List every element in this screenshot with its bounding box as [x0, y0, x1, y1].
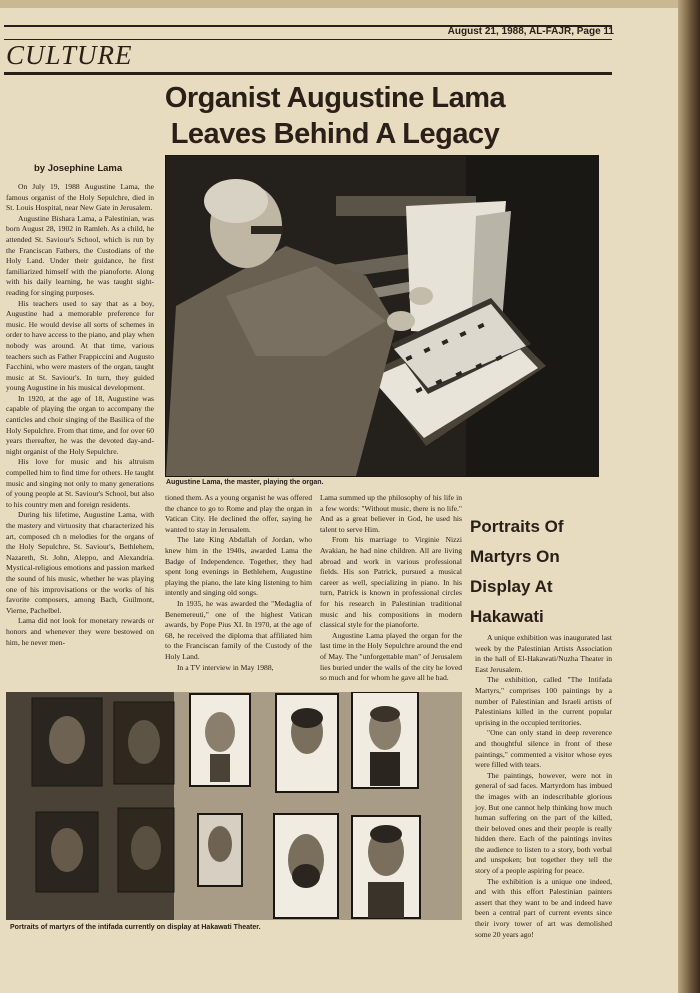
martyrs-portraits-photo: [6, 692, 462, 920]
article-column-2: [165, 493, 312, 673]
paragraph: In 1920, at the age of 18, Augustine was capable of playing the organ to accompany the canticles and choir singing of the Basilica of the Holy Sepulchre. From that time, and for over 60 years thereafter, he was the devoted day-and-night organist of the Holy Sepulchre.: [6, 393, 154, 456]
organist-photo-illustration: [166, 156, 598, 476]
headline-line-2: Leaves Behind A Legacy: [170, 118, 500, 150]
section-rule: [4, 72, 612, 75]
paragraph: In a TV interview in May 1988,: [177, 662, 274, 672]
organist-photo: [165, 155, 599, 477]
article-column-3: [320, 493, 462, 684]
paragraph: The exhibition is a unique one indeed, and with this effort Palestinian painters assert that they want to be and indeed have been a central part of current events since their ivory tower of art was demolished some 20 years ago!: [475, 876, 612, 939]
martyrs-photo-caption: Portraits of martyrs of the intifada currently on display at Hakawati Theater.: [10, 924, 261, 931]
exhibit-headline-line-3: Display At: [470, 577, 553, 596]
exhibit-headline-line-4: Hakawati: [470, 607, 544, 626]
article-column-1: [6, 182, 154, 648]
paragraph: Augustine Bishara Lama, a Palestinian, was born August 28, 1902 in Ramleh. As a child, he attended St. Saviour's School, which is run by the Franciscan Fathers, the Custodians of the Holy Land. Under their guidance, he first familiarized himself with the pianoforte. Along with his daily learning, he was taught sight-reading for singing purposes.: [6, 213, 154, 297]
binding-edge: [678, 0, 700, 993]
page-top-edge: [0, 0, 678, 8]
paragraph: "One can only stand in deep reverence and thoughtful silence in front of these paintings," commented a visitor whose eyes were filled with tears.: [475, 728, 612, 770]
paragraph: The paintings, however, were not in general of sad faces. Martyrdom has imbued the images with an indescribable glorious joy. But one cannot help thinking how much human suffering on the part of the killed, their beloved ones and their people is really hidden there. Each of the paintings invites the audience to listen to a story, both verbal and unspoken; but together they tell the story of a people aspiring for peace.: [475, 770, 612, 876]
paragraph: The late King Abdallah of Jordan, who knew him in the 1940s, awarded Lama the Badge of Independence. Together, they had spent long evenings in Bethlehem, Augustine playing the piano, the late king listening to him intently and singing old songs.: [165, 535, 312, 598]
exhibit-column: [475, 633, 612, 940]
exhibit-headline-line-1: Portraits Of: [470, 517, 564, 536]
paragraph: Lama did not look for monetary rewards or honors and whenever they were bestowed on him, he never men-: [6, 616, 154, 647]
headline-line-1: Organist Augustine Lama: [164, 82, 506, 114]
paragraph: The exhibition, called "The Intifada Martyrs," comprises 100 paintings by a number of Palestinian and Israeli artists of Palestinians killed in the current popular uprising in the occupied territories.: [475, 675, 612, 727]
folio-line: August 21, 1988, AL-FAJR, Page 11: [447, 26, 614, 37]
organist-photo-caption: Augustine Lama, the master, playing the organ.: [166, 479, 324, 486]
exhibit-headline: [470, 512, 600, 632]
paragraph: In 1935, he was awarded the "Medaglia of Benemereuti," one of the highest Vatican awards, by Pope Pius XI. In 1970, at the age of 68, he received the diploma that affiliated him to the Franciscan family of the Custody of the Holy Land.: [165, 598, 312, 661]
paragraph: During his lifetime, Augustine Lama, with the mastery and virtuosity that characterized his art, composed ch n melodies for the organs of the Holy Sepulchre, St. Saviour's, Bethlehem, Nazareth, St. John, Aleppo, and Alexandria. Mystical-religious emotions and passion marked the sound of his music, whether he was playing one of his improvisations or the works of his favorite composers, among Bach, Guilmont, Vierne, Pachelbel.: [6, 510, 154, 615]
byline: by Josephine Lama: [34, 163, 123, 174]
paragraph: His teachers used to say that as a boy, Augustine had a memorable preference for music. He would devise all sorts of schemes in order to have access to the piano, and play when nobody was around. At that time, various teachers such as Father Frappiccini and Augusto Facchini, who were masters of the organ, taught music at St. Saviour's. In turn, they guided young Augustine in his musical development.: [6, 298, 154, 393]
paragraph: His love for music and his altruism compelled him to find time for others. He taught music and singing not only to many generations of young people at St. Saviour's School, but also to his country men and foreign residents.: [6, 457, 154, 509]
paragraph: A unique exhibition was inaugurated last week by the Palestinian Artists Association in the hall of El-Hakawati/Nuzha Theater in East Jerusalem.: [475, 633, 612, 674]
martyrs-portraits-illustration: [6, 692, 462, 920]
paragraph: On July 19, 1988 Augustine Lama, the famous organist of the Holy Sepulchre, died in St. Louis Hospital, near New Gate in Jerusalem.: [6, 182, 154, 213]
section-title: CULTURE: [6, 40, 133, 70]
paragraph: Lama summed up the philosophy of his life in a few words: "Without music, there is no life." And as a great believer in God, he used his talent to serve Him.: [320, 493, 462, 534]
paragraph: tioned them. As a young organist he was offered the chance to go to Rome and play the organ in Vatican City. He declined the offer, saying he wanted to stay in Jerusalem.: [165, 493, 312, 534]
exhibit-headline-line-2: Martyrs On: [470, 547, 560, 566]
paragraph: Augustine Lama played the organ for the last time in the Holy Sepulchre around the end of May. The "unforgettable man" of Jerusalem lies buried under the walls of the city he loved so much and for whom he gave all he had.: [320, 630, 462, 683]
paragraph: From his marriage to Virginie Nizzi Avakian, he had nine children. All are living abroad and work in various professional fields. His son Patrick, pursued a musical career as well, specializing in piano. In his turn, Patrick is known in professional circles for his research in Palestinian traditional music and his compositions in modern classical style for the pianoforte.: [320, 535, 462, 630]
article-headline: [100, 80, 570, 152]
